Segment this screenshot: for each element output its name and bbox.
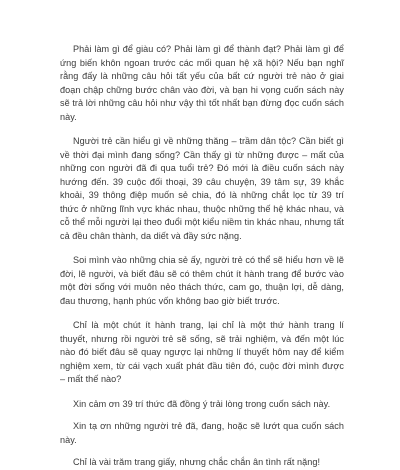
paragraph-1: Phải làm gì để giàu có? Phải làm gì để thành đạt? Phải làm gì để ứng biến khôn ngoan trước các mối quan hệ xã hội? Nếu bạn nghĩ rằng đấy là những câu hỏi tất yếu của bất cứ người trẻ nào ở giai đoạn chập chững bước chân vào đời, và bạn hi vọng cuốn sách này sẽ trả lời những câu hỏi như vậy thì tốt nhất bạn đừng đọc cuốn sách này. (60, 44, 344, 122)
paragraph-2: Người trẻ cần hiểu gì về những thăng – trầm dân tộc? Cần biết gì về thời đại mình đang sống? Cần thấy gì từ những được – mất của những con người đã đi qua tuổi trẻ? Đó mới là điều cuốn sách này hướng đến. 39 cuộc đối thoại, 39 câu chuyện, 39 tâm sự, 39 khắc khoải, 39 thông điệp muốn sẻ chia, đó là những chắt lọc từ 39 trí thức ở những lĩnh vực khác nhau, thuộc những thế hệ khác nhau, và cỗ thể mỗi người lại theo đuổi một kiểu niềm tin khác nhau, nhưng tất cả đều chân thành, da diết và đầy sức nặng. (60, 136, 344, 241)
paragraph-6: Xin tạ ơn những người trẻ đã, đang, hoặc sẽ lướt qua cuốn sách này. (60, 421, 344, 445)
paragraph-7: Chỉ là vài trăm trang giấy, nhưng chắc chắn ân tình rất nặng! (73, 457, 321, 467)
paragraph-4: Chỉ là một chút ít hành trang, lại chỉ là một thứ hành trang lí thuyết, nhưng rồi người trẻ sẽ sống, sẽ trải nghiệm, và đến một lúc nào đó biết đâu sẽ quay ngược lại những lí thuyết hôm nay để kiểm nghiệm xem, từ cái vạch xuất phát đầu tiên đó, cuộc đời mình được – mất thế nào? (60, 320, 344, 384)
paragraph-3: Soi mình vào những chia sẻ ấy, người trẻ có thể sẽ hiểu hơn về lẽ đời, lẽ người, và biết đâu sẽ có thêm chút ít hành trang để bước vào một đời sống với muôn nẻo thách thức, cam go, thuận lợi, dễ dàng, đau thương, hạnh phúc vốn không bao giờ biết trước. (60, 255, 344, 306)
paragraph-5: Xin cảm ơn 39 trí thức đã đồng ý trải lòng trong cuốn sách này. (73, 398, 331, 409)
